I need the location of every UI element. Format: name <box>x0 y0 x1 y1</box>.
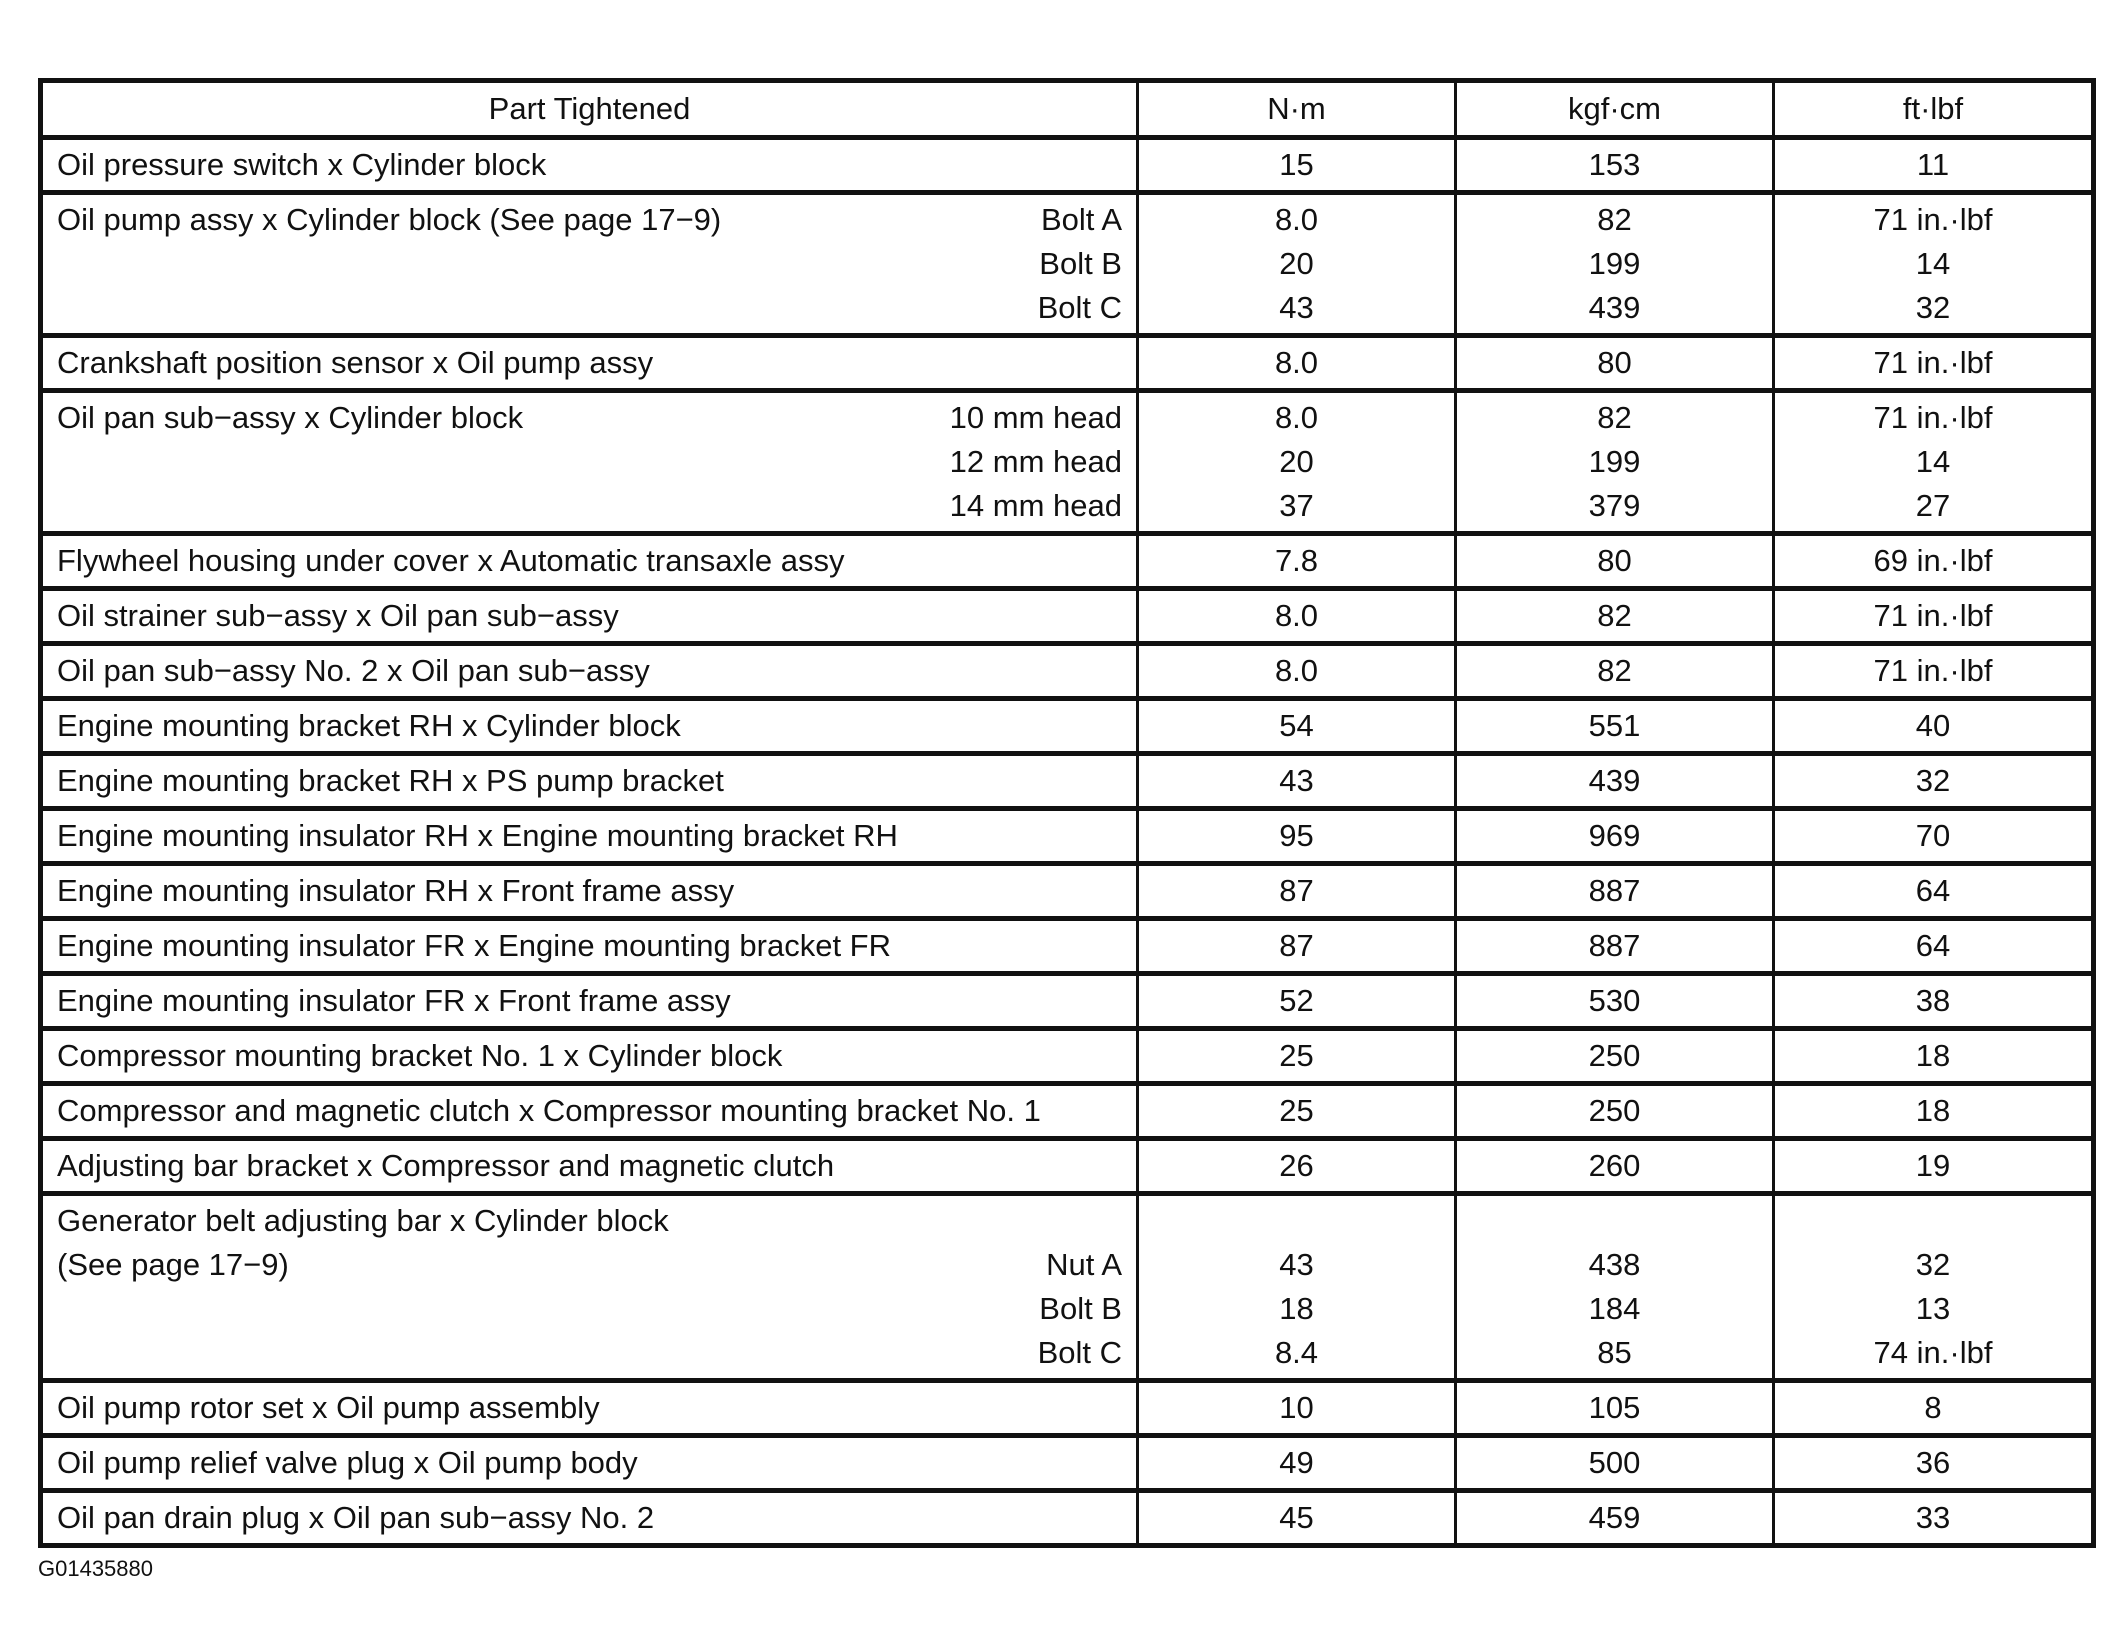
nm-cell <box>1138 809 1456 864</box>
nm-value: 26 <box>1279 1148 1314 1183</box>
part-name-line: Oil pump relief valve plug x Oil pump body <box>57 1445 638 1480</box>
nm-cell <box>1138 699 1456 754</box>
table-row <box>41 1084 2094 1139</box>
kgf-value: 153 <box>1588 147 1641 182</box>
kgf-value: 530 <box>1588 983 1641 1018</box>
part-name <box>57 143 546 187</box>
fastener-label: 12 mm head <box>949 444 1122 479</box>
ft-lbf-cell <box>1774 864 2094 919</box>
nm-value: 25 <box>1279 1038 1314 1073</box>
kgf-value: 250 <box>1588 1038 1641 1073</box>
nm-value: 8.4 <box>1274 1335 1319 1370</box>
nm-value: 10 <box>1279 1390 1314 1425</box>
part-name <box>57 1089 1041 1133</box>
table-row <box>41 1436 2094 1491</box>
fastener-label: Nut A <box>1046 1247 1122 1282</box>
nm-value: 49 <box>1279 1445 1314 1480</box>
kgf-cell <box>1456 644 1774 699</box>
kgf-cell <box>1456 974 1774 1029</box>
part-cell <box>41 1084 1138 1139</box>
nm-value: 54 <box>1279 708 1314 743</box>
part-cell <box>41 919 1138 974</box>
part-name-line: Oil strainer sub−assy x Oil pan sub−assy <box>57 598 619 633</box>
table-row <box>41 864 2094 919</box>
kgf-value: 82 <box>1597 653 1632 688</box>
part-name-line: Engine mounting insulator FR x Front frame assy <box>57 983 731 1018</box>
table-row <box>41 193 2094 336</box>
kgf-cell <box>1456 193 1774 336</box>
nm-cell <box>1138 864 1456 919</box>
kgf-value: 551 <box>1588 708 1641 743</box>
part-name-line: Oil pressure switch x Cylinder block <box>57 147 547 182</box>
ft-lbf-value: 18 <box>1915 1038 1951 1073</box>
nm-cell <box>1138 1029 1456 1084</box>
part-name-line: Oil pump assy x Cylinder block (See page 17−9) <box>57 202 722 237</box>
nm-value: 43 <box>1279 763 1314 798</box>
nm-cell <box>1138 391 1456 534</box>
ft-lbf-cell <box>1774 1381 2094 1436</box>
ft-lbf-value: 71 in.·lbf <box>1873 653 1993 688</box>
part-name-line: Oil pan sub−assy No. 2 x Oil pan sub−assy <box>57 653 650 688</box>
ft-lbf-value: 32 <box>1915 1247 1951 1282</box>
ft-lbf-value: 14 <box>1915 444 1951 479</box>
table-row <box>41 699 2094 754</box>
ft-lbf-cell <box>1774 391 2094 534</box>
nm-cell <box>1138 974 1456 1029</box>
kgf-cell <box>1456 1381 1774 1436</box>
ft-lbf-cell <box>1774 1436 2094 1491</box>
nm-cell <box>1138 644 1456 699</box>
ft-lbf-value: 27 <box>1915 488 1951 523</box>
nm-value: 43 <box>1279 1247 1314 1282</box>
nm-value: 8.0 <box>1274 202 1319 237</box>
nm-value: 8.0 <box>1274 345 1319 380</box>
nm-value: 20 <box>1279 444 1314 479</box>
fastener-labels <box>950 396 1122 528</box>
part-name-line: Engine mounting bracket RH x PS pump bracket <box>57 763 724 798</box>
kgf-value: 459 <box>1588 1500 1641 1535</box>
ft-lbf-cell <box>1774 1491 2094 1546</box>
header-kgf-cm: kgf·cm <box>1456 81 1774 138</box>
nm-value: 8.0 <box>1274 598 1319 633</box>
ft-lbf-cell <box>1774 754 2094 809</box>
fastener-label: Bolt A <box>1041 202 1122 237</box>
part-cell <box>41 589 1138 644</box>
kgf-cell <box>1456 534 1774 589</box>
kgf-value: 80 <box>1597 543 1632 578</box>
table-row <box>41 1381 2094 1436</box>
part-cell <box>41 1436 1138 1491</box>
nm-cell <box>1138 1381 1456 1436</box>
kgf-cell <box>1456 1194 1774 1381</box>
part-name <box>57 704 681 748</box>
nm-value: 18 <box>1279 1291 1314 1326</box>
fastener-label: Bolt C <box>1037 290 1122 325</box>
part-cell <box>41 754 1138 809</box>
ft-lbf-cell <box>1774 138 2094 193</box>
ft-lbf-value: 18 <box>1915 1093 1951 1128</box>
nm-cell <box>1138 1084 1456 1139</box>
part-name-line: (See page 17−9) <box>57 1247 289 1282</box>
nm-cell <box>1138 589 1456 644</box>
part-name-line: Engine mounting bracket RH x Cylinder block <box>57 708 681 743</box>
kgf-value: 199 <box>1588 246 1641 281</box>
kgf-value: 969 <box>1588 818 1641 853</box>
nm-cell <box>1138 336 1456 391</box>
ft-lbf-value: 71 in.·lbf <box>1873 598 1993 633</box>
part-name <box>57 396 523 440</box>
part-name-line: Crankshaft position sensor x Oil pump assy <box>57 345 654 380</box>
header-part-tightened: Part Tightened <box>41 81 1138 138</box>
kgf-cell <box>1456 589 1774 644</box>
part-name-line: Engine mounting insulator FR x Engine mounting bracket FR <box>57 928 891 963</box>
kgf-value: 439 <box>1588 290 1641 325</box>
nm-cell <box>1138 1491 1456 1546</box>
kgf-cell <box>1456 1436 1774 1491</box>
nm-cell <box>1138 1436 1456 1491</box>
part-name-line: Oil pan drain plug x Oil pan sub−assy No. 2 <box>57 1500 655 1535</box>
ft-lbf-cell <box>1774 699 2094 754</box>
nm-value: 95 <box>1279 818 1314 853</box>
ft-lbf-cell <box>1774 919 2094 974</box>
part-cell <box>41 336 1138 391</box>
ft-lbf-cell <box>1774 193 2094 336</box>
table-row <box>41 919 2094 974</box>
part-name <box>57 1034 782 1078</box>
kgf-value: 82 <box>1597 202 1632 237</box>
fastener-label: Bolt B <box>1039 1291 1122 1326</box>
kgf-value: 250 <box>1588 1093 1641 1128</box>
nm-cell <box>1138 1194 1456 1381</box>
kgf-cell <box>1456 138 1774 193</box>
nm-value: 87 <box>1279 928 1314 963</box>
ft-lbf-cell <box>1774 1194 2094 1381</box>
nm-cell <box>1138 919 1456 974</box>
nm-cell <box>1138 534 1456 589</box>
part-cell <box>41 1491 1138 1546</box>
part-name <box>57 1144 834 1188</box>
ft-lbf-cell <box>1774 974 2094 1029</box>
ft-lbf-value: 11 <box>1916 147 1950 182</box>
part-cell <box>41 534 1138 589</box>
ft-lbf-value: 32 <box>1915 763 1951 798</box>
part-cell <box>41 1381 1138 1436</box>
kgf-cell <box>1456 809 1774 864</box>
table-row <box>41 644 2094 699</box>
kgf-cell <box>1456 336 1774 391</box>
ft-lbf-value: 40 <box>1915 708 1951 743</box>
kgf-value: 199 <box>1588 444 1641 479</box>
kgf-value: 85 <box>1597 1335 1632 1370</box>
part-name <box>57 1199 669 1287</box>
part-name <box>57 539 844 583</box>
part-cell <box>41 1139 1138 1194</box>
part-cell <box>41 809 1138 864</box>
ft-lbf-value: 64 <box>1915 928 1951 963</box>
part-name-line: Generator belt adjusting bar x Cylinder block <box>57 1203 669 1238</box>
part-name-line: Compressor mounting bracket No. 1 x Cylinder block <box>57 1038 783 1073</box>
part-name-line: Engine mounting insulator RH x Front frame assy <box>57 873 735 908</box>
kgf-value: 82 <box>1597 598 1632 633</box>
fastener-labels <box>1038 198 1122 330</box>
part-cell <box>41 864 1138 919</box>
table-row <box>41 974 2094 1029</box>
nm-value: 87 <box>1279 873 1314 908</box>
ft-lbf-value: 36 <box>1915 1445 1951 1480</box>
ft-lbf-cell <box>1774 1139 2094 1194</box>
kgf-cell <box>1456 1491 1774 1546</box>
nm-value: 8.0 <box>1274 400 1319 435</box>
fastener-label: 14 mm head <box>949 488 1122 523</box>
kgf-value: 439 <box>1588 763 1641 798</box>
part-name-line: Engine mounting insulator RH x Engine mounting bracket RH <box>57 818 898 853</box>
part-cell <box>41 1194 1138 1381</box>
part-name <box>57 341 653 385</box>
part-name <box>57 979 731 1023</box>
nm-value: 52 <box>1279 983 1314 1018</box>
table-row <box>41 336 2094 391</box>
table-row <box>41 391 2094 534</box>
part-name-line: Compressor and magnetic clutch x Compressor mounting bracket No. 1 <box>57 1093 1041 1128</box>
ft-lbf-value: 64 <box>1915 873 1951 908</box>
kgf-cell <box>1456 1139 1774 1194</box>
part-name <box>57 198 721 242</box>
table-row <box>41 534 2094 589</box>
ft-lbf-value: 14 <box>1915 246 1951 281</box>
torque-table-body <box>41 138 2094 1546</box>
ft-lbf-value: 19 <box>1915 1148 1951 1183</box>
table-row <box>41 589 2094 644</box>
table-row <box>41 1029 2094 1084</box>
table-row <box>41 809 2094 864</box>
kgf-value: 500 <box>1588 1445 1641 1480</box>
kgf-value: 184 <box>1588 1291 1641 1326</box>
kgf-value: 438 <box>1588 1247 1641 1282</box>
part-cell <box>41 193 1138 336</box>
kgf-value: 82 <box>1597 400 1632 435</box>
nm-value: 7.8 <box>1274 543 1319 578</box>
ft-lbf-cell <box>1774 336 2094 391</box>
torque-spec-table <box>38 78 2096 1548</box>
kgf-cell <box>1456 699 1774 754</box>
part-name-line: Oil pump rotor set x Oil pump assembly <box>57 1390 600 1425</box>
nm-value: 20 <box>1279 246 1314 281</box>
ft-lbf-value: 71 in.·lbf <box>1873 400 1993 435</box>
ft-lbf-cell <box>1774 534 2094 589</box>
kgf-value: 379 <box>1588 488 1641 523</box>
nm-value: 25 <box>1279 1093 1314 1128</box>
kgf-cell <box>1456 1029 1774 1084</box>
part-name-line: Oil pan sub−assy x Cylinder block <box>57 400 524 435</box>
ft-lbf-value: 74 in.·lbf <box>1873 1335 1993 1370</box>
part-cell <box>41 644 1138 699</box>
nm-value: 45 <box>1279 1500 1314 1535</box>
part-name <box>57 594 619 638</box>
header-ft-lbf: ft·lbf <box>1774 81 2094 138</box>
nm-cell <box>1138 754 1456 809</box>
part-name-line: Adjusting bar bracket x Compressor and magnetic clutch <box>57 1148 835 1183</box>
ft-lbf-value: 38 <box>1915 983 1951 1018</box>
part-name <box>57 1441 638 1485</box>
part-cell <box>41 699 1138 754</box>
part-name <box>57 1386 600 1430</box>
ft-lbf-value: 71 in.·lbf <box>1873 202 1993 237</box>
part-cell <box>41 138 1138 193</box>
figure-code: G01435880 <box>38 1556 153 1581</box>
part-name <box>57 924 891 968</box>
kgf-cell <box>1456 919 1774 974</box>
part-name <box>57 1496 654 1540</box>
fastener-label: Bolt C <box>1037 1335 1122 1370</box>
nm-cell <box>1138 193 1456 336</box>
nm-value: 37 <box>1279 488 1314 523</box>
part-cell <box>41 1029 1138 1084</box>
ft-lbf-value: 32 <box>1915 290 1951 325</box>
ft-lbf-cell <box>1774 589 2094 644</box>
part-name <box>57 814 898 858</box>
ft-lbf-value: 8 <box>1924 1390 1942 1425</box>
ft-lbf-cell <box>1774 1029 2094 1084</box>
kgf-cell <box>1456 754 1774 809</box>
table-row <box>41 1194 2094 1381</box>
part-cell <box>41 974 1138 1029</box>
kgf-cell <box>1456 391 1774 534</box>
ft-lbf-cell <box>1774 644 2094 699</box>
ft-lbf-value: 70 <box>1915 818 1951 853</box>
kgf-cell <box>1456 864 1774 919</box>
part-name <box>57 759 724 803</box>
kgf-value: 80 <box>1597 345 1632 380</box>
ft-lbf-value: 69 in.·lbf <box>1873 543 1993 578</box>
nm-value: 15 <box>1279 147 1314 182</box>
table-row <box>41 138 2094 193</box>
kgf-cell <box>1456 1084 1774 1139</box>
nm-cell <box>1138 138 1456 193</box>
part-name <box>57 649 650 693</box>
header-row <box>41 81 2094 138</box>
ft-lbf-value: 71 in.·lbf <box>1873 345 1993 380</box>
kgf-value: 887 <box>1588 928 1641 963</box>
kgf-value: 260 <box>1588 1148 1641 1183</box>
ft-lbf-value: 13 <box>1915 1291 1951 1326</box>
fastener-label: 10 mm head <box>949 400 1122 435</box>
nm-value: 43 <box>1279 290 1314 325</box>
part-cell <box>41 391 1138 534</box>
fastener-label: Bolt B <box>1039 246 1122 281</box>
part-name <box>57 869 734 913</box>
table-row <box>41 754 2094 809</box>
header-newton-meter: N·m <box>1138 81 1456 138</box>
nm-cell <box>1138 1139 1456 1194</box>
kgf-value: 105 <box>1588 1390 1641 1425</box>
ft-lbf-cell <box>1774 1084 2094 1139</box>
table-row <box>41 1491 2094 1546</box>
nm-value: 8.0 <box>1274 653 1319 688</box>
table-row <box>41 1139 2094 1194</box>
kgf-value: 887 <box>1588 873 1641 908</box>
part-name-line: Flywheel housing under cover x Automatic transaxle assy <box>57 543 845 578</box>
ft-lbf-value: 33 <box>1915 1500 1951 1535</box>
ft-lbf-cell <box>1774 809 2094 864</box>
fastener-labels <box>1038 1199 1122 1375</box>
